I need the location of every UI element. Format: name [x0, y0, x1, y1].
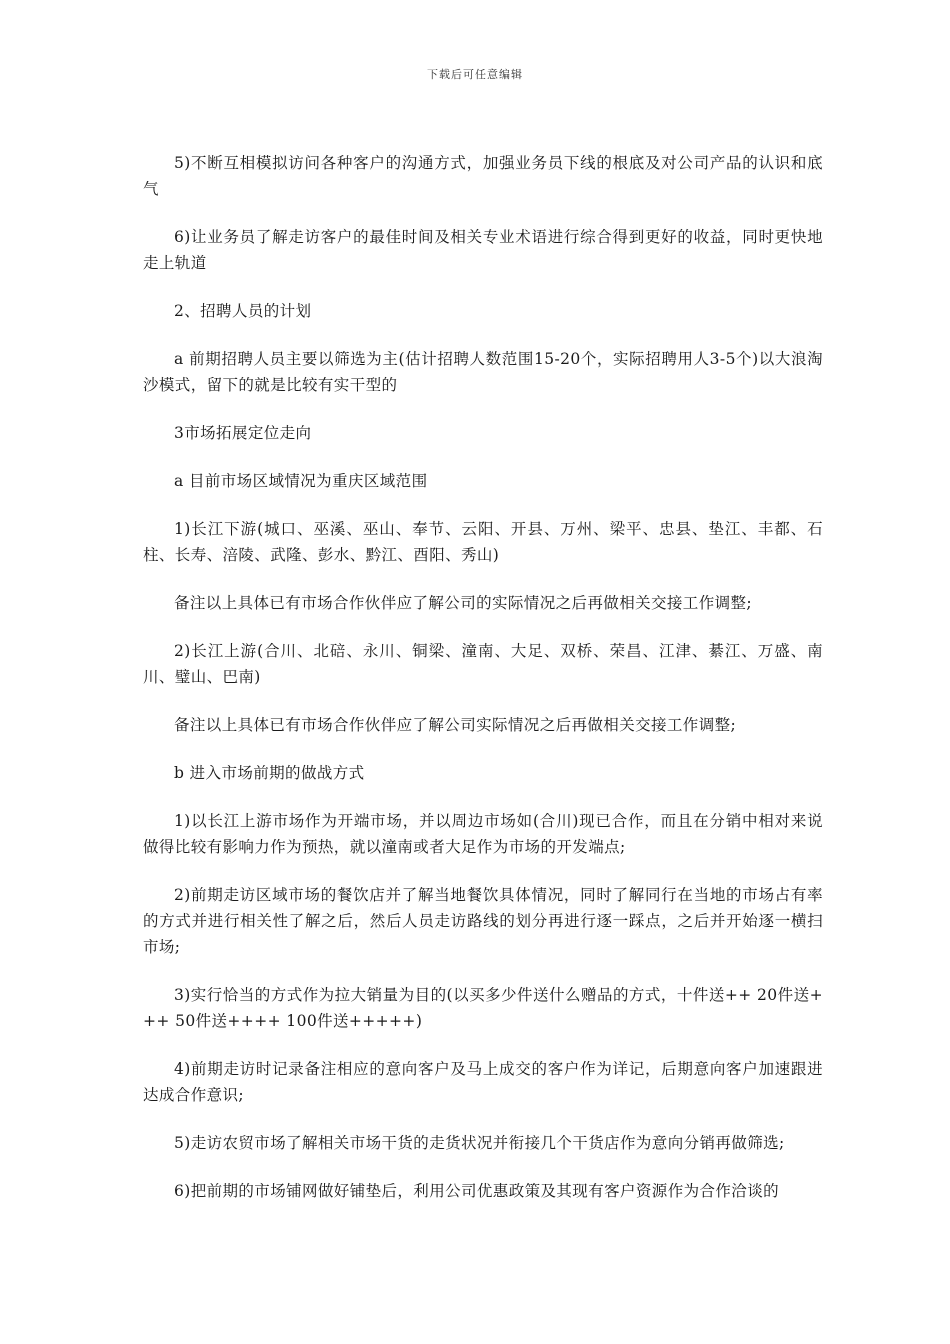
paragraph-strategy-3: 3)实行恰当的方式作为拉大销量为目的(以买多少件送什么赠品的方式，十件送++ 20件送+++ 50件送++++ 100件送+++++): [143, 986, 823, 1030]
document-body: [143, 150, 823, 1226]
paragraph-upstream: 2)长江上游(合川、北碚、永川、铜梁、潼南、大足、双桥、荣昌、江津、綦江、万盛、南川、璧山、巴南): [143, 642, 823, 686]
section-heading-recruitment-plan: 2、招聘人员的计划: [174, 302, 312, 320]
paragraph-strategy-5: 5)走访农贸市场了解相关市场干货的走货状况并衔接几个干货店作为意向分销再做筛选;: [174, 1134, 785, 1152]
paragraph-strategy-2: 2)前期走访区域市场的餐饮店并了解当地餐饮具体情况，同时了解同行在当地的市场占有率的方式并进行相关性了解之后，然后人员走访路线的划分再进行逐一踩点，之后并开始逐一横扫市场;: [143, 886, 823, 956]
paragraph-market-a: a 目前市场区域情况为重庆区域范围: [174, 472, 428, 490]
paragraph-strategy-4: 4)前期走访时记录备注相应的意向客户及马上成交的客户作为详记，后期意向客户加速跟进达成合作意识;: [143, 1060, 823, 1104]
paragraph-item-6: 6)让业务员了解走访客户的最佳时间及相关专业术语进行综合得到更好的收益，同时更快地走上轨道: [143, 228, 823, 272]
paragraph-note-2: 备注以上具体已有市场合作伙伴应了解公司实际情况之后再做相关交接工作调整;: [174, 716, 737, 734]
paragraph-recruitment-a: a 前期招聘人员主要以筛选为主(估计招聘人数范围15-20个，实际招聘用人3-5个)以大浪淘沙模式，留下的就是比较有实干型的: [143, 350, 823, 394]
paragraph-note-1: 备注以上具体已有市场合作伙伴应了解公司的实际情况之后再做相关交接工作调整;: [174, 594, 753, 612]
section-heading-market-positioning: 3市场拓展定位走向: [174, 424, 312, 442]
paragraph-market-b: b 进入市场前期的做战方式: [174, 764, 365, 782]
paragraph-downstream: 1)长江下游(城口、巫溪、巫山、奉节、云阳、开县、万州、梁平、忠县、垫江、丰都、石柱、长寿、涪陵、武隆、彭水、黔江、酉阳、秀山): [143, 520, 823, 564]
paragraph-strategy-1: 1)以长江上游市场作为开端市场，并以周边市场如(合川)现已合作，而且在分销中相对来说做得比较有影响力作为预热，就以潼南或者大足作为市场的开发端点;: [143, 812, 823, 856]
page-header: 下载后可任意编辑: [427, 68, 523, 81]
paragraph-item-5: 5)不断互相模拟访问各种客户的沟通方式，加强业务员下线的根底及对公司产品的认识和底气: [143, 154, 823, 198]
paragraph-strategy-6: 6)把前期的市场铺网做好铺垫后，利用公司优惠政策及其现有客户资源作为合作洽谈的: [174, 1182, 780, 1200]
